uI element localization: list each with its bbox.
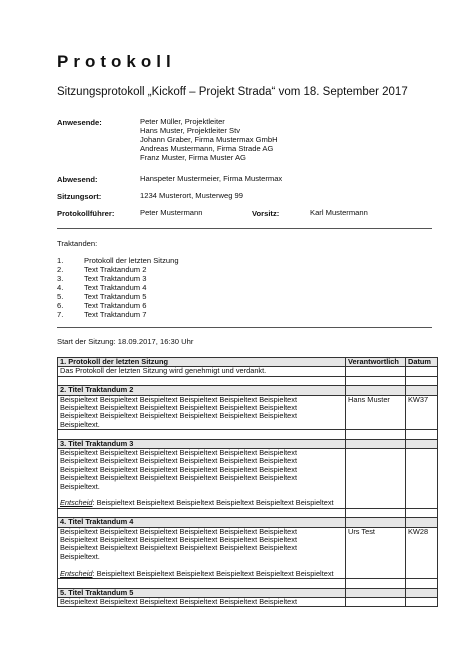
present-person: Peter Müller, Projektleiter [140,117,225,126]
cell-empty [406,588,438,597]
page-title: Protokoll [57,52,176,71]
present-label: Anwesende: [57,118,102,127]
decision-text: : Beispieltext Beispieltext Beispieltext Beispieltext Beispieltext Beispieltext [92,568,334,578]
cell-empty [406,518,438,527]
absent-value: Hanspeter Mustermeier, Firma Mustermax [140,174,283,183]
minute-taker-label: Protokollführer: [57,209,115,218]
section-title: 4. Titel Traktandum 4 [58,518,346,527]
agenda-text: Text Traktandum 3 [84,274,147,283]
section-title: 1. Protokoll der letzten Sitzung [58,358,346,367]
present-person: Andreas Mustermann, Firma Strade AG [140,144,274,153]
agenda-text: Text Traktandum 6 [84,301,147,310]
minute-taker-value: Peter Mustermann [140,208,203,217]
cell-empty [406,367,438,376]
cell-text: Beispieltext Beispieltext Beispieltext Beispieltext Beispieltext Beispieltext [58,597,346,606]
agenda-number: 7. [57,310,64,319]
location-value: 1234 Musterort, Musterweg 99 [140,191,243,200]
agenda-text: Protokoll der letzten Sitzung [84,256,179,265]
agenda-text: Text Traktandum 2 [84,265,147,274]
agenda-text: Text Traktandum 4 [84,283,147,292]
agenda-number: 2. [57,265,64,274]
header-date: Datum [406,358,438,367]
cell-empty [346,588,406,597]
table-row [58,449,438,509]
agenda-text: Text Traktandum 7 [84,310,147,319]
absent-label: Abwesend: [57,175,98,184]
cell-empty [406,386,438,395]
table-row [58,395,438,430]
cell-empty [346,386,406,395]
table-row [58,367,438,376]
location-label: Sitzungsort: [57,192,102,201]
cell-empty [406,439,438,448]
decision-label: Entscheid [60,568,93,578]
cell-empty [406,597,438,606]
present-person: Johann Graber, Firma Mustermax GmbH [140,135,278,144]
decision-text: : Beispieltext Beispieltext Beispieltext Beispieltext Beispieltext Beispieltext [92,498,334,508]
table-row [58,358,438,367]
table-row [58,527,438,578]
table-row [58,518,438,527]
section-title: 3. Titel Traktandum 3 [58,439,346,448]
divider [57,327,432,328]
present-person: Franz Muster, Firma Muster AG [140,153,246,162]
cell-date: KW37 [406,395,438,430]
table-row [58,597,438,606]
cell-empty [346,518,406,527]
cell-text: Beispieltext Beispieltext Beispieltext Beispieltext Beispieltext Beispieltext Beispieltext Beispieltext Beispieltext Beispieltext Beispieltext Beispieltext Beispieltext Beispieltext Beispieltext Beispieltext Beispieltext Beispieltext Beispieltext. [58,395,346,430]
cell-empty [346,367,406,376]
cell-empty [346,439,406,448]
table-row [58,588,438,597]
cell-responsible: Urs Test [346,527,406,578]
cell-text: Beispieltext Beispieltext Beispieltext Beispieltext Beispieltext Beispieltext Beispieltext Beispieltext Beispieltext Beispieltext Beispieltext Beispieltext Beispieltext Beispieltext Beispieltext Beispieltext Beispieltext Beispieltext Beispieltext Beispieltext Beispieltext Beispieltext Beispieltext Beispieltext Beispieltext. Entscheid: Beispieltext Beispieltext Beispieltext Beispieltext Beispieltext Beispieltext [58,449,346,509]
present-person: Hans Muster, Projektleiter Stv [140,126,241,135]
table-row [58,430,438,439]
section-title: 5. Titel Traktandum 5 [58,588,346,597]
cell-empty [346,597,406,606]
table-row [58,579,438,588]
cell-empty [406,449,438,509]
cell-text: Das Protokoll der letzten Sitzung wird genehmigt und verdankt. [58,367,346,376]
minutes-table [57,357,438,607]
chair-label: Vorsitz: [252,209,280,218]
agenda-number: 6. [57,301,64,310]
divider [57,228,432,229]
decision-label: Entscheid [60,498,93,508]
table-row [58,508,438,517]
cell-empty [346,449,406,509]
chair-value: Karl Mustermann [310,208,368,217]
agenda-text: Text Traktandum 5 [84,292,147,301]
cell-responsible: Hans Muster [346,395,406,430]
agenda-number: 1. [57,256,64,265]
cell-text: Beispieltext Beispieltext Beispieltext Beispieltext Beispieltext Beispieltext Beispieltext Beispieltext Beispieltext Beispieltext Beispieltext Beispieltext Beispieltext Beispieltext Beispieltext Beispieltext Beispieltext Beispieltext Beispieltext. Entscheid: Beispieltext Beispieltext Beispieltext Beispieltext Beispieltext Beispieltext [58,527,346,578]
agenda-number: 3. [57,274,64,283]
table-row [58,386,438,395]
table-row [58,376,438,385]
header-responsible: Verantwortlich [346,358,406,367]
document-subtitle: Sitzungsprotokoll „Kickoff – Projekt Strada“ vom 18. September 2017 [57,86,408,98]
meeting-start: Start der Sitzung: 18.09.2017, 16:30 Uhr [57,337,194,346]
section-title: 2. Titel Traktandum 2 [58,386,346,395]
agenda-label: Traktanden: [57,239,98,248]
agenda-number: 5. [57,292,64,301]
agenda-number: 4. [57,283,64,292]
table-row [58,439,438,448]
cell-date: KW28 [406,527,438,578]
